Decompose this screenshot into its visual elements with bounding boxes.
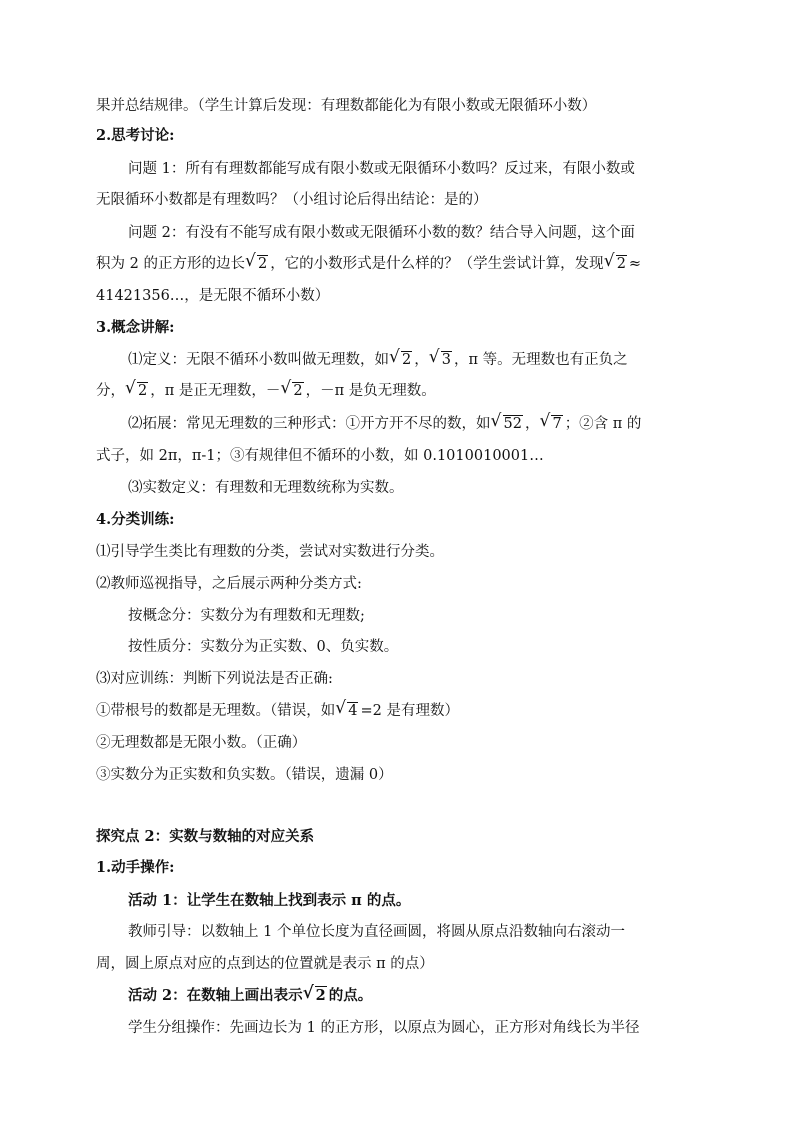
- sqrt-expression: √ 2: [282, 381, 303, 401]
- paragraph-line: 分，√ 2 ，π 是正无理数，－√ 2 ，－π 是负无理数。: [0, 381, 794, 401]
- sqrt-expression: √ 2: [127, 381, 148, 401]
- paragraph-line: ⑶实数定义：有理数和无理数统称为实数。: [128, 480, 404, 496]
- paragraph-line: ⑶对应训练：判断下列说法是否正确:: [96, 671, 333, 687]
- paragraph-line: ①带根号的数都是无理数。（错误，如√ 4 =2 是有理数）: [0, 701, 794, 721]
- section-heading: 2.思考讨论:: [96, 127, 175, 144]
- sqrt-expression: √ 52: [493, 414, 523, 434]
- paragraph-line: 无限循环小数都是有理数吗？（小组讨论后得出结论：是的）: [96, 192, 488, 208]
- paragraph-line: 教师引导：以数轴上 1 个单位长度为直径画圆，将圆从原点沿数轴向右滚动一: [128, 924, 625, 940]
- section-heading: 1.动手操作:: [96, 859, 175, 876]
- sqrt-expression: √ 2: [247, 254, 268, 274]
- section-heading: 4.分类训练:: [96, 511, 175, 528]
- paragraph-line: ③实数分为正实数和负实数。（错误，遗漏 0）: [96, 767, 393, 783]
- paragraph-line: ⑴引导学生类比有理数的分类，尝试对实数进行分类。: [96, 544, 444, 560]
- paragraph-line: 按概念分：实数分为有理数和无理数;: [128, 608, 365, 624]
- paragraph-line: 果并总结规律。（学生计算后发现：有理数都能化为有限小数或无限循环小数）: [96, 98, 597, 114]
- section-heading: 3.概念讲解:: [96, 319, 175, 336]
- sqrt-expression: √ 2: [391, 350, 412, 370]
- paragraph-line: 41421356…，是无限不循环小数）: [96, 288, 330, 304]
- paragraph-line: 积为 2 的正方形的边长√ 2 ，它的小数形式是什么样的？（学生尝试计算，发现√ 2 ≈: [0, 254, 794, 274]
- sqrt-expression: √ 4: [337, 701, 358, 721]
- paragraph-line: ⑴定义：无限不循环小数叫做无理数，如√ 2 ，√ 3 ，π 等。无理数也有正负之: [0, 350, 794, 370]
- paragraph-line: 问题 2：有没有不能写成有限小数或无限循环小数的数？结合导入问题，这个面: [128, 225, 635, 241]
- activity-heading: 活动 2：在数轴上画出表示√ 2 的点。: [0, 986, 794, 1006]
- sqrt-expression: √ 2: [606, 254, 627, 274]
- paragraph-line: 周，圆上原点对应的点到达的位置就是表示 π 的点）: [96, 956, 434, 972]
- paragraph-line: ⑵教师巡视指导，之后展示两种分类方式:: [96, 576, 362, 592]
- section-heading: 探究点 2：实数与数轴的对应关系: [96, 828, 315, 845]
- sqrt-expression: √ 3: [431, 350, 452, 370]
- activity-heading: 活动 1：让学生在数轴上找到表示 π 的点。: [128, 892, 411, 909]
- paragraph-line: ⑵拓展：常见无理数的三种形式：①开方开不尽的数，如√ 52 ，√ 7 ；②含 π 的: [0, 414, 794, 434]
- paragraph-line: 式子，如 2π，π-1；③有规律但不循环的小数，如 0.1010010001…: [96, 448, 544, 464]
- sqrt-expression: √ 7: [541, 414, 562, 434]
- paragraph-line: 按性质分：实数分为正实数、0、负实数。: [128, 639, 399, 655]
- paragraph-line: 学生分组操作：先画边长为 1 的正方形，以原点为圆心，正方形对角线长为半径: [128, 1020, 640, 1036]
- paragraph-line: 问题 1：所有有理数都能写成有限小数或无限循环小数吗？反过来，有限小数或: [128, 161, 635, 177]
- sqrt-expression: √ 2: [305, 986, 327, 1006]
- paragraph-line: ②无理数都是无限小数。（正确）: [96, 735, 307, 751]
